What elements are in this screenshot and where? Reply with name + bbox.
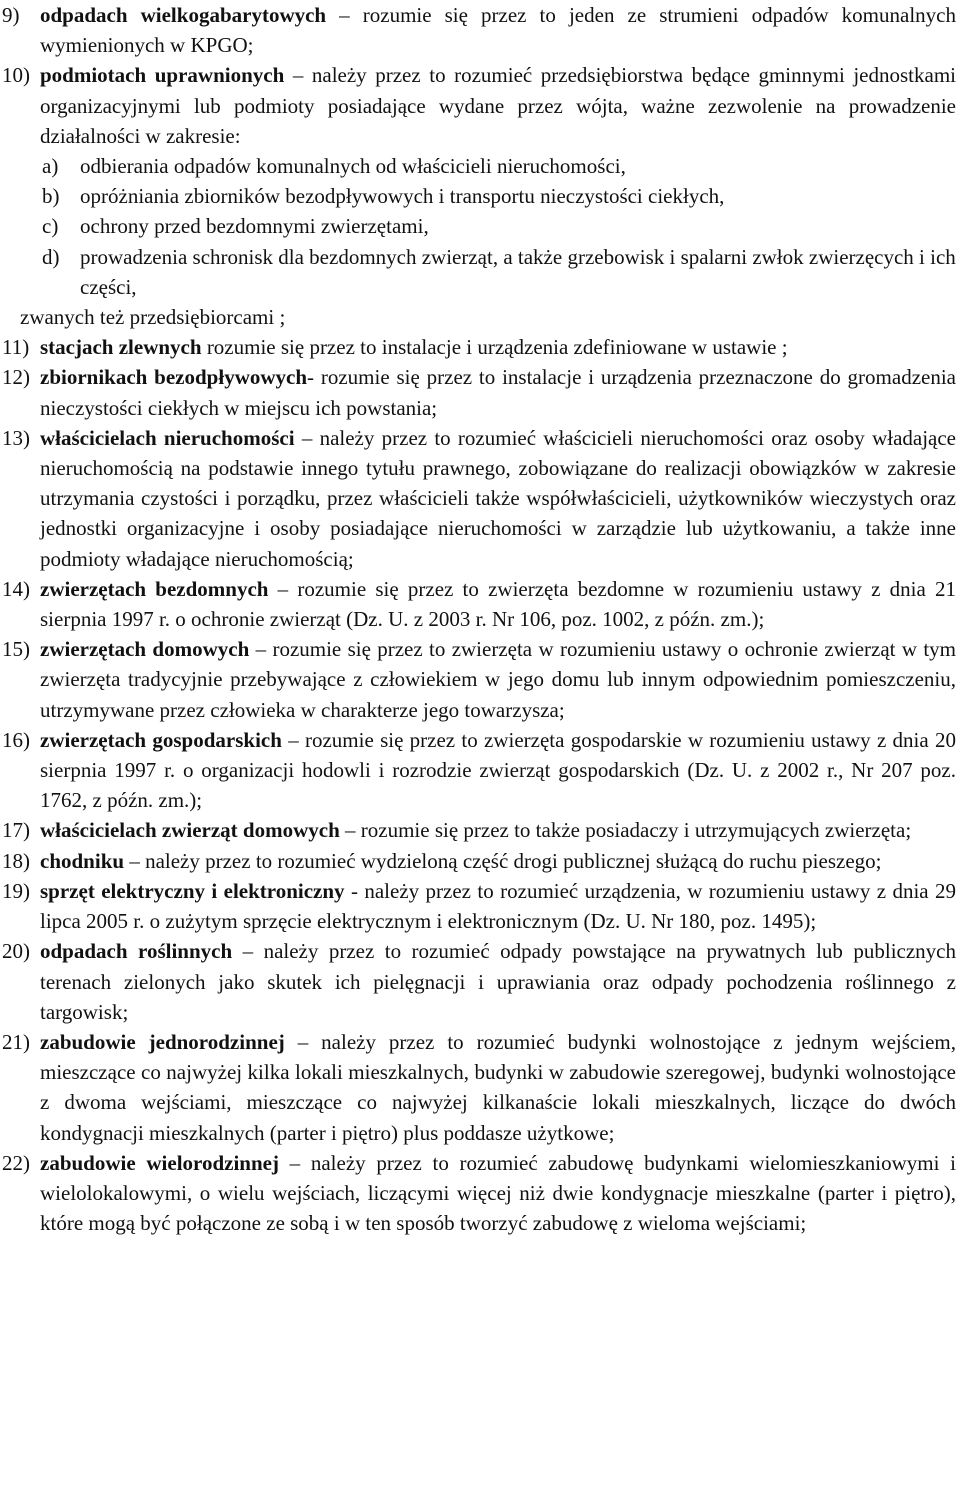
item-body xyxy=(40,1148,956,1239)
item-body xyxy=(40,815,956,845)
definition-item-14 xyxy=(2,574,956,634)
definition-item-19 xyxy=(2,876,956,936)
item-number: 9) xyxy=(2,3,20,27)
defined-term: właścicielach nieruchomości xyxy=(40,425,295,450)
item-body xyxy=(40,725,956,816)
defined-term: zbiornikach bezodpływowych xyxy=(40,365,308,390)
definition-item-17 xyxy=(2,815,956,845)
definition-text: – należy przez to rozumieć przedsiębiorstwa będące gminnymi jednostkami organizacyjnymi lub podmioty posiadające wydane przez wójta, ważne zezwolenie na prowadzenie działalności w zakresie: xyxy=(40,63,956,148)
sub-item-c xyxy=(2,211,956,241)
defined-term: sprzęt elektryczny i elektroniczny xyxy=(40,878,345,903)
definition-item-18 xyxy=(2,846,956,876)
item-body xyxy=(40,876,956,936)
item-number: 19) xyxy=(2,878,30,903)
item-number: 10) xyxy=(2,63,30,88)
definition-text: – rozumie się przez to zwierzęta gospodarskie w rozumieniu ustawy z dnia 20 sierpnia 1997 r. o organizacji hodowli i rozrodzie zwierząt gospodarskich (Dz. U. z 2002 r., Nr 207 poz. 1762, z późn. zm.); xyxy=(40,727,956,813)
item-body xyxy=(40,0,956,60)
defined-term: właścicielach zwierząt domowych xyxy=(40,818,340,843)
item-body xyxy=(40,362,956,422)
item-body xyxy=(40,1027,956,1148)
item-number: 12) xyxy=(2,365,30,390)
defined-term: zabudowie jednorodzinnej xyxy=(40,1029,285,1054)
defined-term: zwierzętach bezdomnych xyxy=(40,576,269,601)
defined-term: zwierzętach domowych xyxy=(40,637,250,662)
definition-item-13 xyxy=(2,423,956,574)
item-number: 22) xyxy=(2,1150,30,1175)
defined-term: podmiotach uprawnionych xyxy=(40,63,285,88)
defined-term: zwierzętach gospodarskich xyxy=(40,727,282,752)
item-number: 11) xyxy=(2,335,30,360)
sub-item-text: ochrony przed bezdomnymi zwierzętami, xyxy=(80,214,429,239)
definition-text: – należy przez to rozumieć budynki wolnostojące z jednym wejściem, mieszczące co najwyżej kilka lokali mieszkalnych, budynki w zabudowie szeregowej, budynki wolnostojące z dwoma wejściami, mieszczące co najwyżej kilkanaście lokali mieszkalnych, liczące do dwóch kondygnacji mieszkalnych (parter i piętro) plus poddasze użytkowe; xyxy=(40,1029,956,1145)
item-body xyxy=(40,574,956,634)
definition-text: – należy przez to rozumieć odpady powstające na prywatnych lub publicznych terenach zielonych jako skutek ich pielęgnacji i uprawiania oraz odpady pochodzenia roślinnego z targowisk; xyxy=(40,939,956,1024)
definition-item-9 xyxy=(2,0,956,60)
defined-term: zabudowie wielorodzinnej xyxy=(40,1150,279,1175)
definition-text: – rozumie się przez to zwierzęta w rozumieniu ustawy o ochronie zwierząt w tym zwierzęta tradycyjnie przebywające z człowiekiem w jego domu lub innym odpowiednim pomieszczeniu, utrzymywane przez człowieka w charakterze jego towarzysza; xyxy=(40,637,956,722)
sub-item-text: opróżniania zbiorników bezodpływowych i transportu nieczystości ciekłych, xyxy=(80,184,725,209)
item-number: 18) xyxy=(2,848,30,873)
item-body xyxy=(40,634,956,725)
definition-text: – należy przez to rozumieć zabudowę budynkami wielomieszkaniowymi i wielolokalowymi, o wielu wejściach, liczącymi więcej niż dwie kondygnacje mieszkalne (parter i piętro), które mogą być połączone ze sobą i w ten sposób tworzyć zabudowę z wieloma wejściami; xyxy=(40,1150,956,1236)
definition-item-16 xyxy=(2,725,956,816)
item-number: 17) xyxy=(2,818,30,843)
definition-text: – rozumie się przez to także posiadaczy i utrzymujących zwierzęta; xyxy=(339,818,912,843)
defined-term: odpadach wielkogabarytowych xyxy=(40,3,327,27)
sub-item-text: odbierania odpadów komunalnych od właścicieli nieruchomości, xyxy=(80,154,626,179)
item-body xyxy=(40,936,956,1027)
item-number: 15) xyxy=(2,637,30,662)
item-body xyxy=(40,60,956,151)
sub-item-b xyxy=(2,181,956,211)
item-body xyxy=(40,332,956,362)
sub-item-d xyxy=(2,242,956,302)
definition-item-10 xyxy=(2,60,956,151)
sub-item-letter: a) xyxy=(42,154,59,179)
sub-list-tail: zwanych też przedsiębiorcami ; xyxy=(20,305,286,330)
definition-text: – rozumie się przez to zwierzęta bezdomne w rozumieniu ustawy z dnia 21 sierpnia 1997 r. o ochronie zwierząt (Dz. U. z 2003 r. Nr 106, poz. 1002, z późn. zm.); xyxy=(40,576,956,632)
definition-text: - rozumie się przez to instalacje i urządzenia przeznaczone do gromadzenia nieczystości ciekłych w miejscu ich powstania; xyxy=(40,365,956,420)
sub-item-text: prowadzenia schronisk dla bezdomnych zwierząt, a także grzebowisk i spalarni zwłok zwierzęcych i ich części, xyxy=(80,244,956,299)
definition-item-15 xyxy=(2,634,956,725)
definition-item-22 xyxy=(2,1148,956,1239)
definition-item-11 xyxy=(2,332,956,362)
definition-text: – rozumie się przez to jeden ze strumieni odpadów komunalnych wymienionych w KPGO; xyxy=(40,3,956,58)
item-number: 13) xyxy=(2,425,30,450)
sub-item-a xyxy=(2,151,956,181)
definition-item-20 xyxy=(2,936,956,1027)
definition-text: rozumie się przez to instalacje i urządzenia zdefiniowane w ustawie ; xyxy=(201,335,788,360)
item-number: 14) xyxy=(2,576,30,601)
definition-item-12 xyxy=(2,362,956,422)
sub-item-letter: d) xyxy=(42,244,60,269)
defined-term: stacjach zlewnych xyxy=(40,335,202,360)
item-body xyxy=(40,846,956,876)
definition-item-21 xyxy=(2,1027,956,1148)
definition-text: – należy przez to rozumieć wydzieloną część drogi publicznej służącą do ruchu pieszego; xyxy=(124,848,882,873)
sub-item-letter: c) xyxy=(42,214,59,239)
item-number: 20) xyxy=(2,939,30,964)
definition-text: - należy przez to rozumieć urządzenia, w rozumieniu ustawy z dnia 29 lipca 2005 r. o zużytym sprzęcie elektrycznym i elektronicznym (Dz. U. Nr 180, poz. 1495); xyxy=(40,878,956,934)
item-body xyxy=(40,423,956,574)
item-number: 16) xyxy=(2,727,30,752)
sub-item-letter: b) xyxy=(42,184,60,209)
definition-text: – należy przez to rozumieć właścicieli nieruchomości oraz osoby władające nieruchomością na podstawie innego tytułu prawnego, zobowiązane do realizacji obowiązków w zakresie utrzymania czystości i porządku, przez właścicieli także współwłaścicieli, użytkowników wieczystych oraz jednostki organizacyjne i osoby posiadające nieruchomości w zarządzie lub użytkowaniu, a także inne podmioty władające nieruchomością; xyxy=(40,425,957,571)
item-number: 21) xyxy=(2,1029,30,1054)
defined-term: chodniku xyxy=(40,848,125,873)
defined-term: odpadach roślinnych xyxy=(40,939,233,964)
